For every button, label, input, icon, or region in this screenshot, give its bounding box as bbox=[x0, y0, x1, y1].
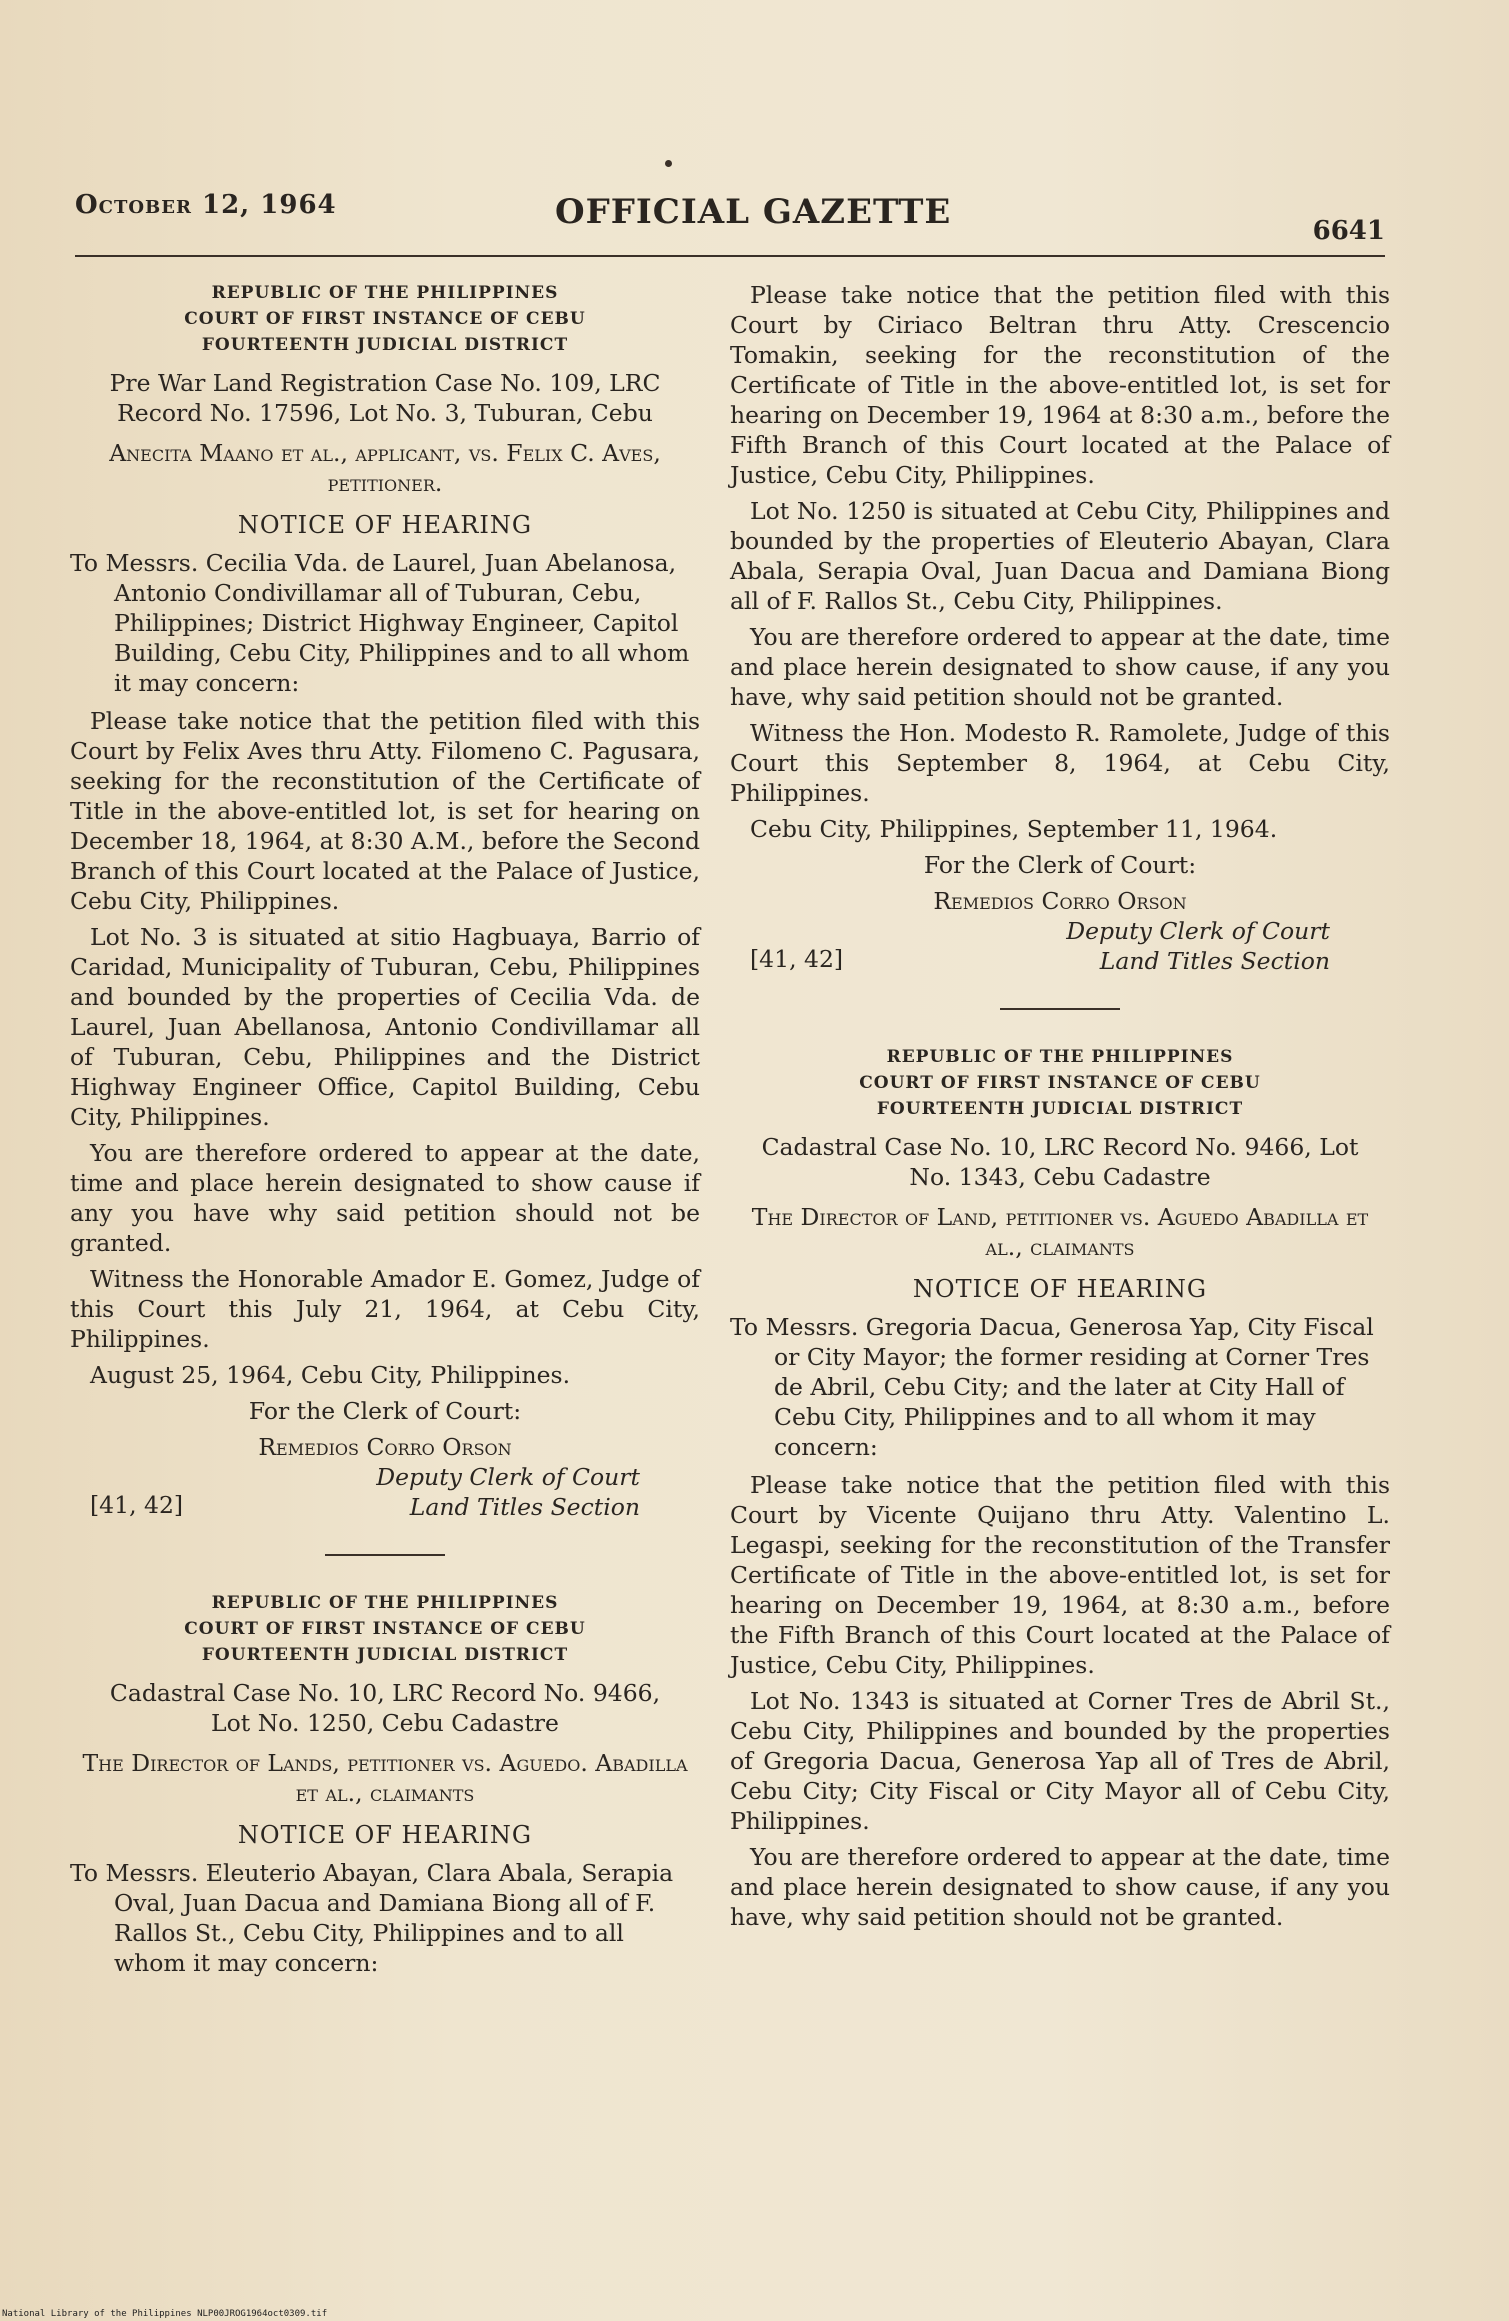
case-title: Cadastral Case No. 10, LRC Record No. 9466, Lot No. 1250, Cebu Cadastre bbox=[109, 1679, 661, 1737]
addressees: To Messrs. Eleuterio Abayan, Clara Abala, Serapia Oval, Juan Dacua and Damiana Biong all of F. Rallos St., Cebu City, Philippines and to all whom it may concern: bbox=[70, 1859, 674, 1977]
signer-name: Remedios Corro Orson bbox=[933, 887, 1187, 915]
signer-title: Deputy Clerk of Court bbox=[1066, 917, 1330, 945]
court-heading bbox=[70, 1590, 700, 1668]
paragraph: Witness the Hon. Modesto R. Ramolete, Judge of this Court this September 8, 1964, at Cebu City, Philippines. bbox=[730, 719, 1390, 807]
court-heading bbox=[730, 1044, 1390, 1122]
header-rule bbox=[75, 255, 1385, 257]
header-date: October 12, 1964 bbox=[75, 190, 337, 220]
court-line: FOURTEENTH JUDICIAL DISTRICT bbox=[201, 1645, 569, 1665]
header-title: OFFICIAL GAZETTE bbox=[555, 192, 952, 232]
case-title: Pre War Land Registration Case No. 109, LRC Record No. 17596, Lot No. 3, Tuburan, Cebu bbox=[109, 369, 661, 427]
left-column bbox=[70, 280, 700, 1986]
addressees: To Messrs. Cecilia Vda. de Laurel, Juan Abelanosa, Antonio Condivillamar all of Tuburan, Cebu, Philippines; District Highway Engineer, Capitol Building, Cebu City, Philippines and to all whom it may concern: bbox=[70, 549, 690, 697]
for-clerk: For the Clerk of Court: bbox=[923, 851, 1197, 879]
case-title: Cadastral Case No. 10, LRC Record No. 9466, Lot No. 1343, Cebu Cadastre bbox=[761, 1133, 1359, 1191]
court-line: FOURTEENTH JUDICIAL DISTRICT bbox=[876, 1099, 1244, 1119]
court-line: COURT OF FIRST INSTANCE OF CEBU bbox=[184, 309, 586, 329]
court-heading bbox=[70, 280, 700, 358]
paragraph: Please take notice that the petition filed with this Court by Vicente Quijano thru Atty. Valentino L. Legaspi, seeking for the reconstitution of the Transfer Certificate of Title in the above-entitled lot, is set for hearing on December 19, 1964, at 8:30 a.m., before the Fifth Branch of this Court located at the Palace of Justice, Cebu City, Philippines. bbox=[730, 1471, 1390, 1679]
paragraph: Please take notice that the petition filed with this Court by Ciriaco Beltran thru Atty. Crescencio Tomakin, seeking for the reconstitution of the Certificate of Title in the above-entitled lot, is set for hearing on December 19, 1964 at 8:30 a.m., before the Fifth Branch of this Court located at the Palace of Justice, Cebu City, Philippines. bbox=[730, 281, 1390, 489]
paragraph: Lot No. 1343 is situated at Corner Tres de Abril St., Cebu City, Philippines and bounded by the properties of Gregoria Dacua, Generosa Yap all of Tres de Abril, Cebu City; City Fiscal or City Mayor all of Cebu City, Philippines. bbox=[730, 1687, 1390, 1835]
court-line: FOURTEENTH JUDICIAL DISTRICT bbox=[201, 335, 569, 355]
ink-dot bbox=[665, 160, 672, 167]
paragraph: You are therefore ordered to appear at the date, time and place herein designated to show cause if any you have why said petition should not be granted. bbox=[70, 1139, 700, 1257]
reference-number: [41, 42] bbox=[90, 1491, 184, 1519]
signer-section: Land Titles Section bbox=[1099, 947, 1330, 975]
scan-footer: National Library of the Philippines NLP00JROG1964oct0309.tif bbox=[2, 2309, 328, 2319]
paragraph: Lot No. 3 is situated at sitio Hagbuaya, Barrio of Caridad, Municipality of Tuburan, Cebu, Philippines and bounded by the properties of Cecilia Vda. de Laurel, Juan Abellanosa, Antonio Condivillamar all of Tuburan, Cebu, Philippines and the District Highway Engineer Office, Capitol Building, Cebu City, Philippines. bbox=[70, 923, 700, 1131]
addressees: To Messrs. Gregoria Dacua, Generosa Yap, City Fiscal or City Mayor; the former residing at Corner Tres de Abril, Cebu City; and the later at City Hall of Cebu City, Philippines and to all whom it may concern: bbox=[730, 1313, 1374, 1461]
right-column bbox=[730, 280, 1390, 1938]
case-parties: Anecita Maano et al., applicant, vs. Felix C. Aves, petitioner. bbox=[109, 439, 661, 497]
for-clerk: For the Clerk of Court: bbox=[248, 1397, 522, 1425]
notice-heading: NOTICE OF HEARING bbox=[237, 511, 533, 539]
date-line: Cebu City, Philippines, September 11, 1964. bbox=[750, 815, 1278, 843]
signer-title: Deputy Clerk of Court bbox=[376, 1463, 640, 1491]
header-page-number: 6641 bbox=[1312, 216, 1385, 246]
court-line: REPUBLIC OF THE PHILIPPINES bbox=[886, 1047, 1234, 1067]
notice-2-start bbox=[70, 1590, 700, 1978]
paragraph: You are therefore ordered to appear at the date, time and place herein designated to show cause, if any you have, why said petition should not be granted. bbox=[730, 623, 1390, 711]
notice-1 bbox=[70, 280, 700, 1524]
notice-heading: NOTICE OF HEARING bbox=[237, 1821, 533, 1849]
paragraph: Please take notice that the petition filed with this Court by Felix Aves thru Atty. Filomeno C. Pagusara, seeking for the reconstitution of the Certificate of Title in the above-entitled lot, is set for hearing on December 18, 1964, at 8:30 A.M., before the Second Branch of this Court located at the Palace of Justice, Cebu City, Philippines. bbox=[70, 707, 700, 915]
signature-block bbox=[730, 886, 1390, 978]
paragraph: Lot No. 1250 is situated at Cebu City, Philippines and bounded by the properties of Eleuterio Abayan, Clara Abala, Serapia Oval, Juan Dacua and Damiana Biong all of F. Rallos St., Cebu City, Philippines. bbox=[730, 497, 1390, 615]
notice-2-continued bbox=[730, 280, 1390, 978]
court-line: REPUBLIC OF THE PHILIPPINES bbox=[211, 1593, 559, 1613]
page-header bbox=[75, 190, 1385, 250]
court-line: COURT OF FIRST INSTANCE OF CEBU bbox=[859, 1073, 1261, 1093]
paragraph: Witness the Honorable Amador E. Gomez, Judge of this Court this July 21, 1964, at Cebu City, Philippines. bbox=[70, 1265, 700, 1353]
case-parties: The Director of Lands, petitioner vs. Aguedo. Abadilla et al., claimants bbox=[82, 1749, 688, 1807]
paragraph: You are therefore ordered to appear at the date, time and place herein designated to show cause, if any you have, why said petition should not be granted. bbox=[730, 1843, 1390, 1931]
court-line: COURT OF FIRST INSTANCE OF CEBU bbox=[184, 1619, 586, 1639]
separator-rule bbox=[325, 1554, 445, 1556]
notice-heading: NOTICE OF HEARING bbox=[912, 1275, 1208, 1303]
separator-rule bbox=[1000, 1008, 1120, 1010]
case-parties: The Director of Land, petitioner vs. Aguedo Abadilla et al., claimants bbox=[751, 1203, 1369, 1261]
signer-section: Land Titles Section bbox=[409, 1493, 640, 1521]
notice-3 bbox=[730, 1044, 1390, 1932]
signer-name: Remedios Corro Orson bbox=[258, 1433, 512, 1461]
reference-number: [41, 42] bbox=[750, 945, 844, 973]
court-line: REPUBLIC OF THE PHILIPPINES bbox=[211, 283, 559, 303]
signature-block bbox=[70, 1432, 700, 1524]
date-line: August 25, 1964, Cebu City, Philippines. bbox=[90, 1361, 571, 1389]
